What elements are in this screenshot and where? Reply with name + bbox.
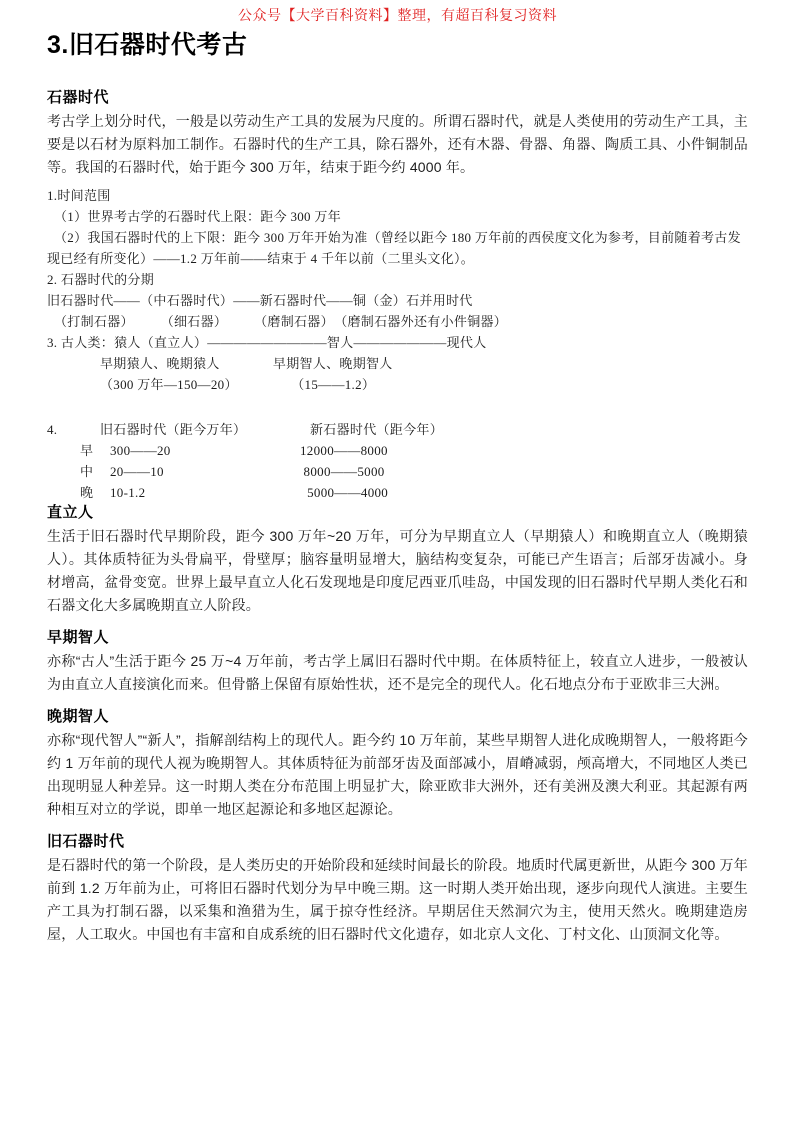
table-row-label: 早 [80,443,94,458]
outline-item-1-2: （2）我国石器时代的上下限：距今 300 万年开始为准（曾经以距今 180 万年前的西侯度文化为参考，目前随着考古发现已经有所变化）——1.2 万年前——结束于 4 千年以前（二里头文化）。 [47,230,741,266]
chronology-table [47,419,748,503]
section-paleolithic-age [47,834,748,946]
hominid-stage-names: 早期猿人、晚期猿人 早期智人、晚期智人 [100,356,393,371]
hominid-stage-dates: （300 万年—150—20） （15——1.2） [100,377,376,392]
paleolithic-age-paragraph: 是石器时代的第一个阶段，是人类历史的开始阶段和延续时间最长的阶段。地质时代属更新世，从距今 300 万年前到 1.2 万年前为止，可将旧石器时代划分为早中晚三期。这一时期人类开始出现，逐步向现代人演进。主要生产工具为打制石器，以采集和渔猎为生，属于掠夺性经济。早期居住天然洞穴为主，使用天然火。晚期建造房屋，人工取火。中国也有丰富和自成系统的旧石器时代文化遗存，如北京人文化、丁村文化、山顶洞文化等。 [47,857,748,942]
early-homo-sapiens-paragraph: 亦称“古人”生活于距今 25 万~4 万年前，考古学上属旧石器时代中期。在体质特征上，较直立人进步，一般被认为由直立人直接演化而来。但骨骼上保留有原始性状，还不是完全的现代人。化石地点分布于亚欧非三大洲。 [47,653,748,692]
table-cell-neolithic: 5000——4000 [300,485,389,500]
late-homo-sapiens-paragraph: 亦称“现代智人”“新人”，指解剖结构上的现代人。距今约 10 万年前，某些早期智人进化成晚期智人，一般将距今约 1 万年前的现代人视为晚期智人。其体质特征为前部牙齿及面部减小，眉嵴减弱，颅高增大，不同地区人类已出现明显人种差异。这一时期人类在分布范围上明显扩大，除亚欧非大洲外，还有美洲及澳大利亚。其起源有两种相互对立的学说，即单一地区起源论和多地区起源论。 [47,732,748,817]
table-row [47,440,748,461]
header-notice: 公众号【大学百科资料】整理，有超百科复习资料 [238,9,557,24]
table-row [47,461,748,482]
section-late-homo-sapiens [47,709,748,821]
table-cell-paleolithic: 20——10 [110,464,164,479]
section-heading-late-homo-sapiens: 晚期智人 [47,708,110,725]
table-col2-header: 新石器时代（距今年） [310,422,444,437]
section-homo-erectus [47,505,748,617]
periods-line-ages: 旧石器时代——（中石器时代）——新石器时代——铜（金）石并用时代 [47,293,473,308]
section-heading-paleolithic-age: 旧石器时代 [47,833,125,850]
homo-erectus-paragraph: 生活于旧石器时代早期阶段，距今 300 万年~20 万年，可分为早期直立人（早期猿人）和晚期直立人（晚期猿人）。其体质特征为头骨扁平，骨壁厚；脑容量明显增大，脑结构变复杂，可能已产生语言；后部牙齿减小。身材增高，盆骨变宽。世界上最早直立人化石发现地是印度尼西亚爪哇岛，中国发现的旧石器时代早期人类化石和石器文化大多属晚期直立人阶段。 [47,528,748,613]
section-heading-stone-age: 石器时代 [47,89,110,106]
table-row [47,482,748,503]
table-cell-paleolithic: 10-1.2 [110,485,146,500]
table-row-label: 晚 [80,485,94,500]
table-header-row [47,419,748,440]
section-heading-homo-erectus: 直立人 [47,504,94,521]
stone-age-paragraph: 考古学上划分时代，一般是以劳动生产工具的发展为尺度的。所谓石器时代，就是人类使用的劳动生产工具，主要是以石材为原料加工制作。石器时代的生产工具，除石器外，还有木器、骨器、角器、陶质工具、小件铜制品等。我国的石器时代，始于距今 300 万年，结束于距今约 4000 年。 [47,113,748,175]
table-row-label: 中 [80,464,94,479]
outline-item-1-1: （1）世界考古学的石器时代上限：距今 300 万年 [54,209,341,224]
section-early-homo-sapiens [47,630,748,696]
table-item-number: 4. [47,422,58,437]
table-cell-neolithic: 12000——8000 [300,443,388,458]
outline-item-1: 1.时间范围 [47,188,111,203]
table-cell-paleolithic: 300——20 [110,443,171,458]
periods-line-tools: （打制石器） （细石器） （磨制石器） （磨制石器外还有小件铜器） [54,314,508,329]
section-heading-early-homo-sapiens: 早期智人 [47,629,110,646]
section-stone-age [47,90,748,503]
table-cell-neolithic: 8000——5000 [300,464,385,479]
stone-age-outline [47,185,748,395]
table-col1-header: 旧石器时代（距今万年） [100,422,247,437]
outline-item-2: 2. 石器时代的分期 [47,272,154,287]
page-title: 3.旧石器时代考古 [47,31,248,59]
outline-item-3: 3. 古人类：猿人（直立人）—————————智人———————现代人 [47,335,487,350]
